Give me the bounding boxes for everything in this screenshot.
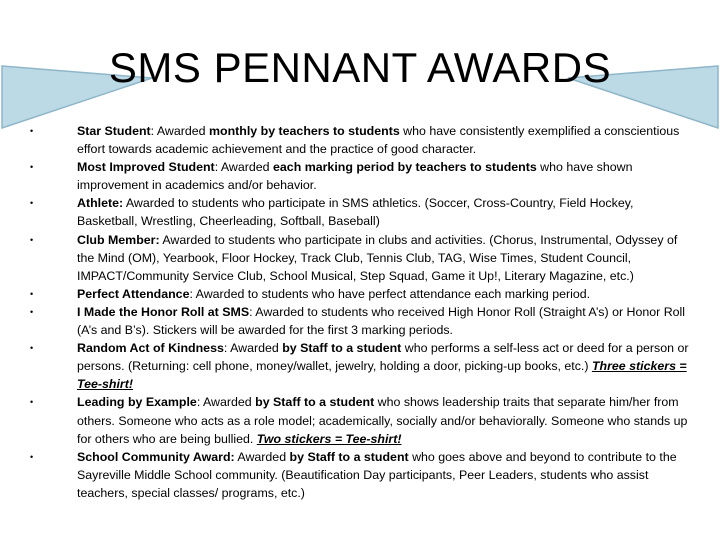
award-club-member	[30, 231, 690, 285]
bullet: •	[30, 343, 34, 354]
award-text: : Awarded to students who have perfect attendance each marking period.	[189, 286, 591, 301]
award-bold-text: by Staff to a student	[255, 395, 375, 410]
award-bold-text: by Staff to a student	[289, 449, 409, 464]
award-honor-roll	[30, 303, 690, 339]
award-name: School Community Award:	[77, 449, 235, 464]
award-text: : Awarded	[150, 124, 209, 138]
award-name: Club Member:	[77, 232, 160, 247]
award-name: Most Improved Student	[77, 160, 215, 175]
award-text: Awarded to students who participate in clubs and activities. (Chorus, Instrumental, Odyssey of the Mind (OM), Yearbook, Floor Hockey, Track Club, Tennis Club, TAG, Wise Times, Student Council, IMPACT/Community Service Club, School Musical, Step Squad, Game it Up!, Literary Magazine, etc.)	[77, 232, 678, 283]
bullet: •	[30, 306, 34, 317]
award-sticker-note: Three stickers = Tee-shirt!	[77, 359, 687, 392]
award-text: : Awarded	[196, 395, 256, 410]
award-athlete	[30, 194, 690, 230]
bullet: •	[30, 397, 34, 408]
award-text: who shows leadership traits that separate him/her from others. Someone who acts as a role model; academically, socially and/or behaviorally. Someone who stands up for others who are being bullied.	[77, 395, 688, 446]
bullet: •	[30, 162, 34, 173]
award-text: Awarded to students who participate in SMS athletics. (Soccer, Cross-Country, Field Hockey, Basketball, Wrestling, Cheerleading, Softball, Baseball)	[77, 196, 634, 229]
award-text: Awarded	[234, 449, 290, 464]
award-school-community	[30, 448, 690, 502]
award-bold-text: each marking period by teachers to students	[273, 160, 537, 175]
awards-list	[30, 122, 690, 502]
bullet: •	[30, 451, 34, 462]
page-title: SMS PENNANT AWARDS	[108, 44, 612, 91]
award-random-act-of-kindness	[30, 339, 690, 393]
award-name: Perfect Attendance	[77, 286, 190, 301]
award-sticker-note: Two stickers = Tee-shirt!	[256, 431, 402, 446]
bullet: •	[30, 234, 34, 245]
award-perfect-attendance	[30, 285, 690, 303]
award-text: who have consistently exemplified a conscientious effort towards academic achievement and the practice of good character.	[77, 124, 680, 157]
award-bold-text: monthly by teachers to students	[209, 124, 400, 138]
award-text: : Awarded	[223, 341, 283, 356]
bullet: •	[30, 288, 34, 299]
award-name: I Made the Honor Roll at SMS	[77, 304, 250, 319]
award-text: who goes above and beyond to contribute to the Sayreville Middle School community. (Beautification Day participants, Peer Leaders, students who assist teachers, special classes/ programs, etc.)	[77, 449, 677, 500]
award-text: : Awarded	[214, 160, 274, 175]
award-text: who have shown improvement in academics and/or behavior.	[77, 160, 633, 193]
award-text: : Awarded to students who received High Honor Roll (Straight A’s) or Honor Roll (A’s and B’s). Stickers will be awarded for the first 3 marking periods.	[77, 304, 686, 338]
award-star-student	[30, 122, 690, 158]
award-name: Star Student	[77, 124, 151, 138]
bullet: •	[30, 198, 34, 209]
award-name: Athlete:	[77, 196, 124, 211]
award-leading-by-example	[30, 393, 690, 447]
bullet: •	[30, 126, 34, 136]
award-most-improved	[30, 158, 690, 194]
award-name: Leading by Example	[77, 395, 197, 410]
award-bold-text: by Staff to a student	[282, 341, 402, 356]
award-text: who performs a self-less act or deed for a person or persons. (Returning: cell phone, money/wallet, jewelry, holding a door, picking-up books, etc.)	[77, 341, 689, 374]
award-name: Random Act of Kindness	[77, 341, 224, 356]
